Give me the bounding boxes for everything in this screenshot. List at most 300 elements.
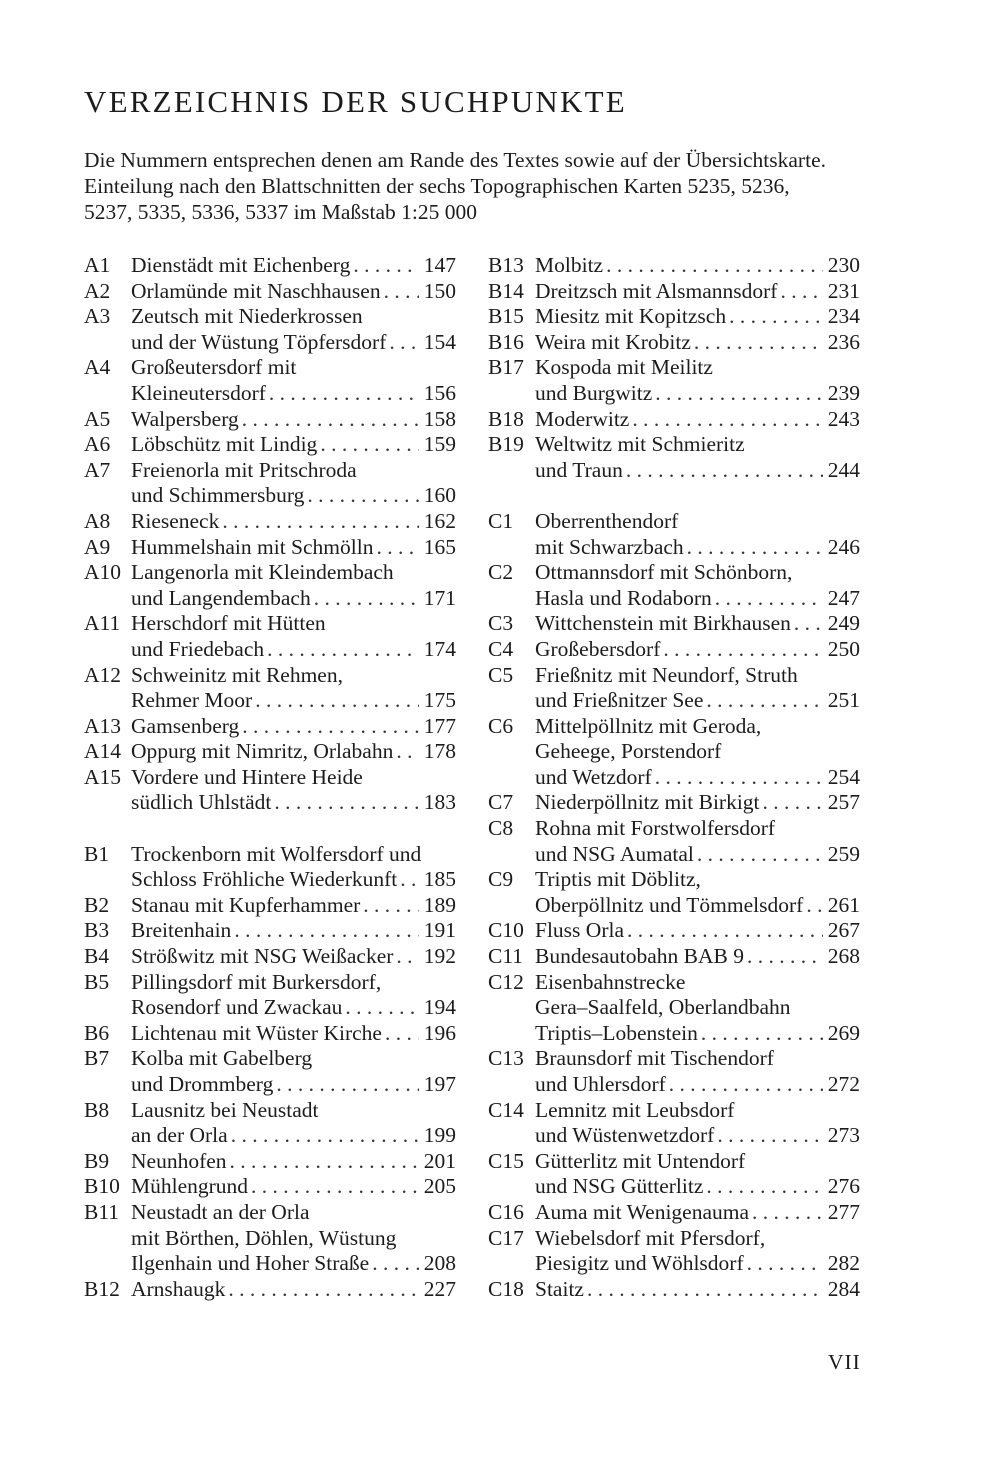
dot-leader bbox=[267, 637, 419, 663]
index-entry bbox=[84, 842, 456, 893]
index-entry bbox=[488, 637, 860, 663]
entry-line bbox=[488, 842, 860, 868]
entry-page-number: 174 bbox=[423, 636, 456, 661]
index-entry bbox=[488, 790, 860, 816]
entry-page-number: 185 bbox=[423, 867, 456, 892]
entry-name: südlich Uhlstädt bbox=[131, 790, 272, 815]
index-entry bbox=[84, 765, 456, 816]
entry-name: Großebersdorf bbox=[535, 636, 661, 661]
page-title: VERZEICHNIS DER SUCHPUNKTE bbox=[84, 84, 627, 119]
entry-name: Breitenhain bbox=[131, 918, 232, 943]
index-entry bbox=[488, 253, 860, 279]
entry-code: B2 bbox=[84, 892, 110, 917]
entry-name: Molbitz bbox=[535, 253, 604, 277]
dot-leader bbox=[763, 790, 823, 816]
entry-name: Kleineutersdorf bbox=[131, 380, 266, 405]
entry-code: A15 bbox=[84, 764, 122, 789]
entry-code: C11 bbox=[488, 944, 524, 969]
entry-name: Zeutsch mit Niederkrossen bbox=[131, 304, 363, 329]
dot-leader bbox=[228, 1277, 418, 1303]
entry-line bbox=[488, 1046, 860, 1072]
entry-line bbox=[488, 1149, 860, 1175]
entry-line bbox=[488, 1277, 860, 1303]
dot-leader bbox=[780, 279, 822, 305]
entry-name: Wiebelsdorf mit Pfersdorf, bbox=[535, 1225, 766, 1250]
entry-name: Gütterlitz mit Untendorf bbox=[535, 1148, 746, 1173]
entry-name: Oppurg mit Nimritz, Orlabahn bbox=[131, 739, 394, 764]
entry-code: A10 bbox=[84, 560, 122, 585]
entry-page-number: 165 bbox=[423, 534, 456, 559]
entry-line bbox=[84, 1200, 456, 1226]
index-entry bbox=[488, 918, 860, 944]
entry-code: A3 bbox=[84, 304, 111, 329]
entry-page-number: 243 bbox=[827, 406, 860, 431]
entry-name: Auma mit Wenigenauma bbox=[535, 1199, 750, 1224]
dot-leader bbox=[269, 381, 419, 407]
entry-line bbox=[84, 1149, 456, 1175]
entry-code: A14 bbox=[84, 739, 122, 764]
entry-page-number: 230 bbox=[827, 253, 860, 277]
index-entry bbox=[488, 304, 860, 330]
entry-line bbox=[84, 1226, 456, 1252]
dot-leader bbox=[632, 407, 822, 433]
entry-line bbox=[84, 944, 456, 970]
entry-name: Eisenbahnstrecke bbox=[535, 969, 686, 994]
entry-code: A6 bbox=[84, 432, 111, 457]
dot-leader bbox=[242, 407, 419, 433]
index-entry bbox=[84, 663, 456, 714]
entry-line bbox=[84, 1098, 456, 1124]
index-entry bbox=[488, 944, 860, 970]
dot-leader bbox=[372, 1251, 419, 1277]
entry-line bbox=[84, 1072, 456, 1098]
entry-line bbox=[488, 1226, 860, 1252]
entry-page-number: 150 bbox=[423, 278, 456, 303]
index-entry bbox=[488, 407, 860, 433]
entry-name: und NSG Aumatal bbox=[535, 841, 694, 866]
index-entry bbox=[488, 560, 860, 611]
index-column-right bbox=[488, 253, 860, 1302]
entry-page-number: 191 bbox=[423, 918, 456, 943]
entry-code: C3 bbox=[488, 611, 514, 636]
index-entry bbox=[84, 1149, 456, 1175]
entry-line bbox=[84, 1021, 456, 1047]
entry-page-number: 249 bbox=[827, 611, 860, 636]
entry-line bbox=[84, 509, 456, 535]
entry-name: Geheege, Porstendorf bbox=[535, 739, 722, 764]
dot-leader bbox=[627, 918, 823, 944]
entry-name: Gamsenberg bbox=[131, 713, 240, 738]
entry-code: C10 bbox=[488, 918, 524, 943]
dot-leader bbox=[320, 432, 418, 458]
entry-page-number: 183 bbox=[423, 790, 456, 815]
entry-code: B9 bbox=[84, 1148, 110, 1173]
entry-line bbox=[488, 765, 860, 791]
entry-code: A11 bbox=[84, 611, 121, 636]
dot-leader bbox=[717, 1123, 822, 1149]
entry-page-number: 234 bbox=[827, 304, 860, 329]
entry-line bbox=[84, 739, 456, 765]
entry-page-number: 239 bbox=[827, 380, 860, 405]
entry-name: Lausnitz bei Neustadt bbox=[131, 1097, 319, 1122]
entry-name: Herschdorf mit Hütten bbox=[131, 611, 326, 636]
entry-code: C6 bbox=[488, 713, 514, 738]
entry-name: und Uhlersdorf bbox=[535, 1072, 666, 1096]
dot-leader bbox=[701, 1021, 823, 1047]
entry-line bbox=[84, 714, 456, 740]
dot-leader bbox=[663, 637, 822, 663]
entry-name: Löbschütz mit Lindig bbox=[131, 432, 318, 457]
entry-name: Neustadt an der Orla bbox=[131, 1199, 310, 1224]
dot-leader bbox=[396, 739, 418, 765]
entry-code: B19 bbox=[488, 432, 524, 457]
entry-code: B3 bbox=[84, 918, 110, 943]
dot-leader bbox=[376, 535, 418, 561]
entry-name: und der Wüstung Töpfersdorf bbox=[131, 329, 387, 354]
index-entry bbox=[84, 611, 456, 662]
entry-line bbox=[84, 611, 456, 637]
entry-code: B6 bbox=[84, 1020, 110, 1045]
entry-code: B8 bbox=[84, 1097, 110, 1122]
entry-page-number: 251 bbox=[827, 688, 860, 713]
index-entry bbox=[488, 867, 860, 918]
entry-line bbox=[488, 944, 860, 970]
entry-name: Frießnitz mit Neundorf, Struth bbox=[535, 662, 798, 687]
entry-page-number: 192 bbox=[423, 944, 456, 969]
entry-name: und Friedebach bbox=[131, 636, 265, 661]
entry-code: B18 bbox=[488, 406, 524, 431]
entry-code: B4 bbox=[84, 944, 110, 969]
entry-line bbox=[84, 765, 456, 791]
index-entry bbox=[488, 1226, 860, 1277]
entry-line bbox=[84, 330, 456, 356]
entry-page-number: 201 bbox=[423, 1148, 456, 1173]
index-entry bbox=[84, 1021, 456, 1047]
entry-page-number: 282 bbox=[827, 1251, 860, 1276]
dot-leader bbox=[314, 586, 419, 612]
entry-line bbox=[84, 560, 456, 586]
entry-code: B16 bbox=[488, 329, 524, 354]
entry-page-number: 194 bbox=[423, 995, 456, 1020]
entry-page-number: 147 bbox=[423, 253, 456, 277]
entry-line bbox=[84, 304, 456, 330]
index-entry bbox=[488, 611, 860, 637]
entry-line bbox=[488, 355, 860, 381]
entry-line bbox=[488, 253, 860, 279]
dot-leader bbox=[715, 586, 823, 612]
entry-name: Mühlengrund bbox=[131, 1174, 249, 1199]
index-column-left bbox=[84, 253, 456, 1302]
dot-leader bbox=[396, 944, 418, 970]
entry-code: C8 bbox=[488, 816, 514, 841]
entry-code: A9 bbox=[84, 534, 111, 559]
dot-leader bbox=[230, 1149, 419, 1175]
entry-name: mit Schwarzbach bbox=[535, 534, 684, 559]
entry-name: Schweinitz mit Rehmen, bbox=[131, 662, 343, 687]
entry-line bbox=[84, 970, 456, 996]
entry-name: Fluss Orla bbox=[535, 918, 624, 943]
index-entry bbox=[84, 560, 456, 611]
dot-leader bbox=[234, 918, 418, 944]
index-entry bbox=[488, 279, 860, 305]
entry-name: Stanau mit Kupferhammer bbox=[131, 892, 361, 917]
entry-code: C18 bbox=[488, 1276, 524, 1301]
entry-page-number: 156 bbox=[423, 380, 456, 405]
entry-name: Piesigitz und Wöhlsdorf bbox=[535, 1251, 744, 1276]
dot-leader bbox=[806, 893, 822, 919]
entry-name: und Burgwitz bbox=[535, 380, 653, 405]
entry-page-number: 257 bbox=[827, 790, 860, 815]
entry-line bbox=[84, 458, 456, 484]
dot-leader bbox=[242, 714, 418, 740]
dot-leader bbox=[587, 1277, 823, 1303]
dot-leader bbox=[276, 1072, 418, 1098]
entry-page-number: 177 bbox=[423, 713, 456, 738]
dot-leader bbox=[345, 995, 418, 1021]
entry-line bbox=[488, 739, 860, 765]
entry-line bbox=[488, 970, 860, 996]
index-entry bbox=[488, 330, 860, 356]
entry-page-number: 178 bbox=[423, 739, 456, 764]
dot-leader bbox=[729, 304, 823, 330]
entry-code: B1 bbox=[84, 841, 110, 866]
entry-line bbox=[84, 918, 456, 944]
entry-name: Kolba mit Gabelberg bbox=[131, 1046, 313, 1071]
entry-name: Mittelpöllnitz mit Geroda, bbox=[535, 713, 762, 738]
entry-page-number: 273 bbox=[827, 1123, 860, 1148]
dot-leader bbox=[794, 611, 823, 637]
entry-line bbox=[84, 995, 456, 1021]
entry-name: Kospoda mit Meilitz bbox=[535, 355, 713, 380]
entry-page-number: 199 bbox=[423, 1123, 456, 1148]
entry-line bbox=[488, 407, 860, 433]
entry-code: A7 bbox=[84, 457, 111, 482]
entry-name: Moderwitz bbox=[535, 406, 630, 431]
dot-leader bbox=[747, 944, 823, 970]
index-entry bbox=[488, 714, 860, 791]
entry-code: A8 bbox=[84, 508, 111, 533]
entry-line bbox=[488, 714, 860, 740]
entry-name: und Drommberg bbox=[131, 1072, 274, 1096]
entry-line bbox=[488, 535, 860, 561]
entry-code: C15 bbox=[488, 1148, 524, 1173]
entry-line bbox=[84, 1123, 456, 1149]
entry-name: Orlamünde mit Naschhausen bbox=[131, 278, 381, 303]
entry-line bbox=[488, 637, 860, 663]
index-entry bbox=[84, 535, 456, 561]
entry-line bbox=[84, 355, 456, 381]
entry-code: A12 bbox=[84, 662, 122, 687]
dot-leader bbox=[655, 765, 823, 791]
entry-name: und Schimmersburg bbox=[131, 483, 305, 508]
entry-line bbox=[488, 560, 860, 586]
index-entry bbox=[84, 714, 456, 740]
entry-line bbox=[84, 535, 456, 561]
entry-line bbox=[84, 483, 456, 509]
dot-leader bbox=[706, 688, 822, 714]
index-entry bbox=[84, 944, 456, 970]
index-entry bbox=[84, 1098, 456, 1149]
entry-line bbox=[488, 509, 860, 535]
entry-name: an der Orla bbox=[131, 1123, 228, 1148]
entry-code: A13 bbox=[84, 713, 122, 738]
index-entry bbox=[84, 1277, 456, 1303]
dot-leader bbox=[706, 1174, 822, 1200]
entry-page-number: 246 bbox=[827, 534, 860, 559]
entry-name: Trockenborn mit Wolfersdorf und bbox=[131, 841, 422, 866]
entry-code: C7 bbox=[488, 790, 514, 815]
entry-page-number: 171 bbox=[423, 585, 456, 610]
entry-line bbox=[488, 611, 860, 637]
entry-line bbox=[488, 586, 860, 612]
entry-line bbox=[488, 995, 860, 1021]
entry-line bbox=[84, 842, 456, 868]
entry-code: C1 bbox=[488, 508, 514, 533]
entry-name: Pillingsdorf mit Burkersdorf, bbox=[131, 969, 382, 994]
dot-leader bbox=[606, 253, 823, 279]
entry-name: Dreitzsch mit Alsmannsdorf bbox=[535, 278, 778, 303]
intro-line: Einteilung nach den Blattschnitten der sechs Topographischen Karten 5235, 5236, bbox=[84, 174, 790, 198]
entry-code: C12 bbox=[488, 969, 524, 994]
entry-line bbox=[488, 458, 860, 484]
entry-name: und Langendembach bbox=[131, 585, 311, 610]
entry-line bbox=[488, 663, 860, 689]
entry-name: Dienstädt mit Eichenberg bbox=[131, 253, 351, 277]
entry-code: C2 bbox=[488, 560, 514, 585]
entry-name: Langenorla mit Kleindembach bbox=[131, 560, 394, 585]
entry-line bbox=[488, 1200, 860, 1226]
entry-name: und Wüstenwetzdorf bbox=[535, 1123, 715, 1148]
index-entry bbox=[84, 432, 456, 458]
entry-line bbox=[488, 790, 860, 816]
entry-page-number: 175 bbox=[423, 688, 456, 713]
index-entry bbox=[84, 458, 456, 509]
entry-name: Staitz bbox=[535, 1276, 584, 1301]
entry-line bbox=[84, 867, 456, 893]
entry-code: A2 bbox=[84, 278, 111, 303]
entry-line bbox=[488, 1123, 860, 1149]
entry-code: C13 bbox=[488, 1046, 524, 1071]
entry-line bbox=[84, 1251, 456, 1277]
entry-page-number: 160 bbox=[423, 483, 456, 508]
entry-code: A5 bbox=[84, 406, 111, 431]
dot-leader bbox=[353, 253, 418, 279]
entry-page-number: 250 bbox=[827, 636, 860, 661]
dot-leader bbox=[385, 1021, 419, 1047]
entry-name: Wittchenstein mit Birkhausen bbox=[535, 611, 791, 636]
entry-line bbox=[84, 1174, 456, 1200]
dot-leader bbox=[274, 790, 418, 816]
entry-page-number: 231 bbox=[827, 278, 860, 303]
entry-line bbox=[84, 688, 456, 714]
dot-leader bbox=[694, 330, 823, 356]
dot-leader bbox=[231, 1123, 419, 1149]
entry-line bbox=[488, 893, 860, 919]
index-entry bbox=[488, 355, 860, 406]
entry-name: Weltwitz mit Schmieritz bbox=[535, 432, 745, 457]
index-entry bbox=[84, 893, 456, 919]
entry-code: B17 bbox=[488, 355, 524, 380]
entry-name: Rosendorf und Zwackau bbox=[131, 995, 343, 1020]
dot-leader bbox=[687, 535, 823, 561]
index-entry bbox=[84, 304, 456, 355]
entry-code: C16 bbox=[488, 1199, 524, 1224]
dot-leader bbox=[697, 842, 823, 868]
entry-line bbox=[488, 1098, 860, 1124]
intro-paragraph bbox=[84, 147, 864, 225]
entry-line bbox=[84, 1277, 456, 1303]
dot-leader bbox=[400, 867, 418, 893]
entry-line bbox=[488, 1174, 860, 1200]
entry-line bbox=[84, 432, 456, 458]
entry-page-number: 154 bbox=[423, 329, 456, 354]
dot-leader bbox=[669, 1072, 823, 1098]
entry-page-number: 159 bbox=[423, 432, 456, 457]
entry-name: mit Börthen, Döhlen, Wüstung bbox=[131, 1225, 397, 1250]
entry-line bbox=[488, 816, 860, 842]
dot-leader bbox=[752, 1200, 823, 1226]
entry-line bbox=[488, 918, 860, 944]
entry-name: und NSG Gütterlitz bbox=[535, 1174, 704, 1199]
index-entry bbox=[488, 1046, 860, 1097]
entry-page-number: 276 bbox=[827, 1174, 860, 1199]
index-entry bbox=[84, 970, 456, 1021]
index-entry bbox=[84, 407, 456, 433]
entry-page-number: 208 bbox=[423, 1251, 456, 1276]
entry-page-number: 205 bbox=[423, 1174, 456, 1199]
index-entry bbox=[488, 663, 860, 714]
entry-page-number: 261 bbox=[827, 892, 860, 917]
entry-line bbox=[84, 253, 456, 279]
entry-page-number: 189 bbox=[423, 892, 456, 917]
entry-line bbox=[84, 790, 456, 816]
dot-leader bbox=[747, 1251, 823, 1277]
entry-name: Braunsdorf mit Tischendorf bbox=[535, 1046, 774, 1071]
index-entry bbox=[84, 918, 456, 944]
entry-name: Großeutersdorf mit bbox=[131, 355, 297, 380]
dot-leader bbox=[251, 1174, 419, 1200]
index-entry bbox=[84, 509, 456, 535]
index-entry bbox=[488, 1277, 860, 1303]
entry-page-number: 272 bbox=[827, 1072, 860, 1096]
entry-line bbox=[84, 407, 456, 433]
entry-page-number: 277 bbox=[827, 1199, 860, 1224]
index-entry bbox=[84, 253, 456, 279]
entry-page-number: 196 bbox=[423, 1020, 456, 1045]
entry-line bbox=[84, 663, 456, 689]
entry-name: Rieseneck bbox=[131, 508, 220, 533]
entry-name: Triptis–Lobenstein bbox=[535, 1020, 698, 1045]
entry-line bbox=[84, 381, 456, 407]
index-entry bbox=[84, 1174, 456, 1200]
entry-line bbox=[488, 304, 860, 330]
index-entry bbox=[488, 432, 860, 483]
entry-name: Gera–Saalfeld, Oberlandbahn bbox=[535, 995, 791, 1020]
entry-line bbox=[84, 279, 456, 305]
index-entry bbox=[488, 509, 860, 560]
entry-name: Niederpöllnitz mit Birkigt bbox=[535, 790, 760, 815]
dot-leader bbox=[384, 279, 419, 305]
entry-line bbox=[84, 893, 456, 919]
entry-name: Rehmer Moor bbox=[131, 688, 253, 713]
intro-line: Die Nummern entsprechen denen am Rande des Textes sowie auf der Übersichtskarte. bbox=[84, 148, 826, 172]
entry-name: und Wetzdorf bbox=[535, 764, 652, 789]
index-entry bbox=[488, 1149, 860, 1200]
entry-line bbox=[84, 586, 456, 612]
dot-leader bbox=[222, 509, 418, 535]
entry-line bbox=[488, 279, 860, 305]
dot-leader bbox=[363, 893, 418, 919]
